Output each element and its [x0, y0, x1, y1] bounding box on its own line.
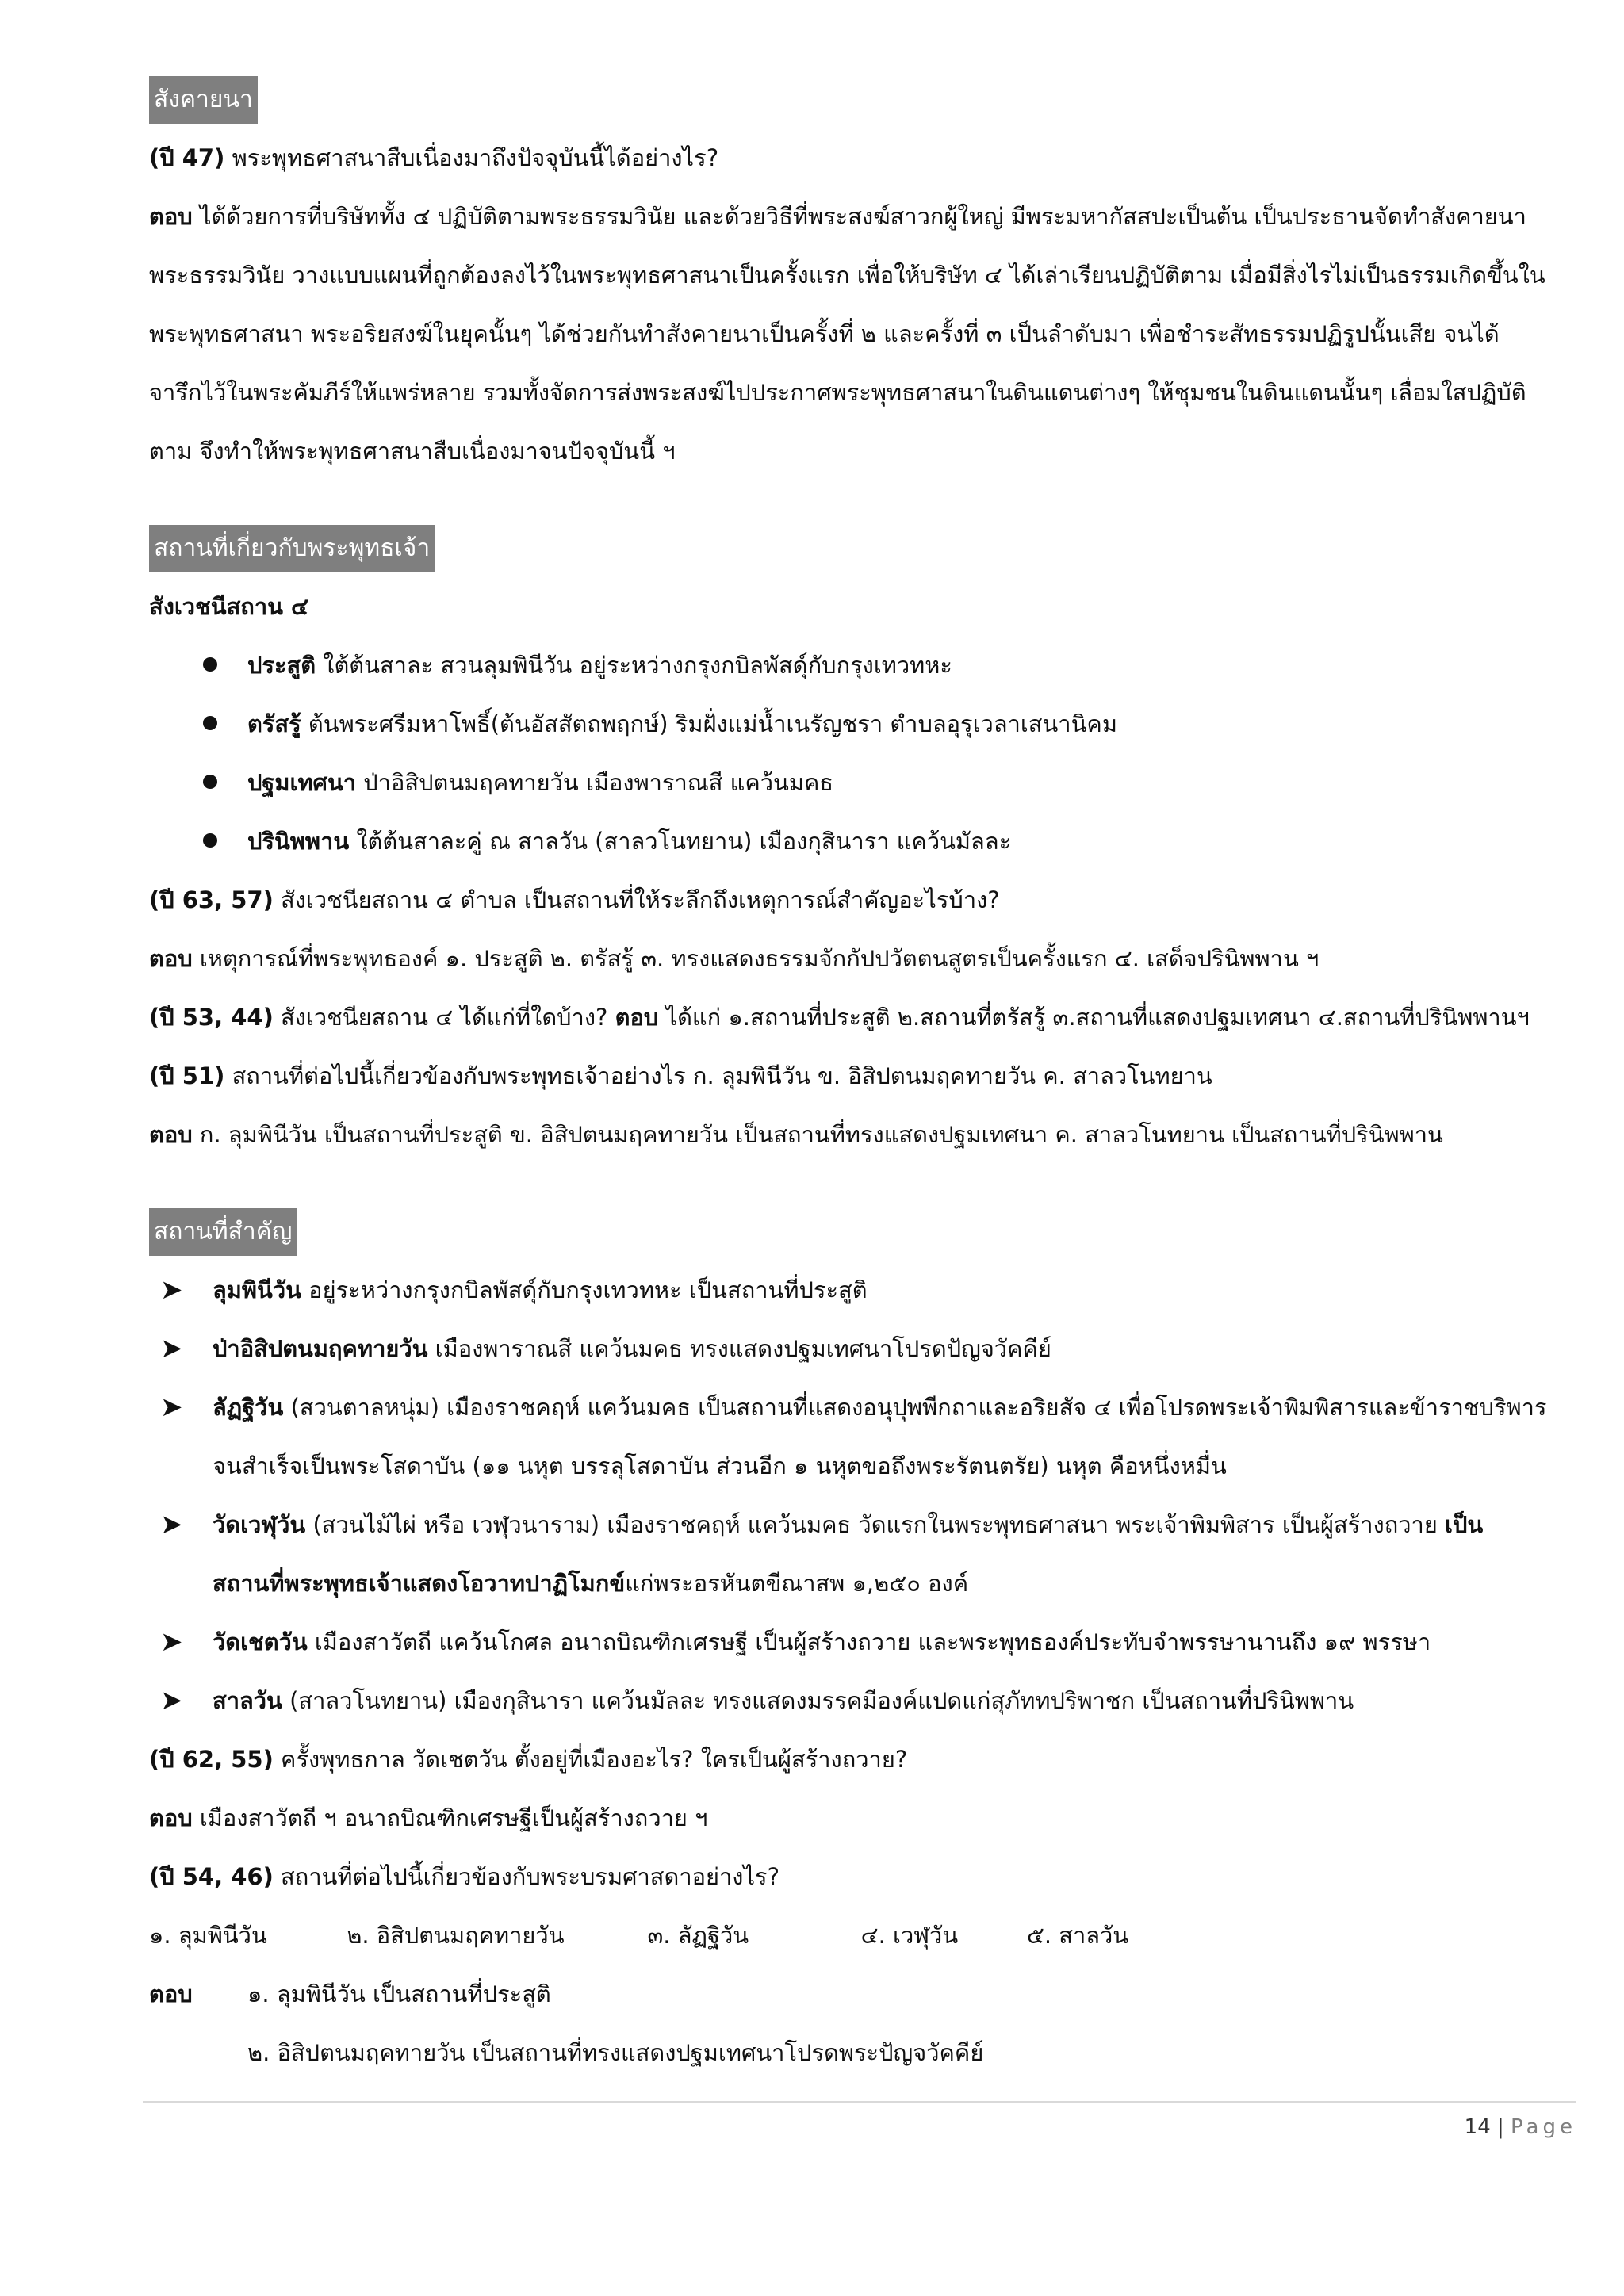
- answer-line: พระธรรมวินัย วางแบบแผนที่ถูกต้องลงไว้ในพระพุทธศาสนาเป็นครั้งแรก เพื่อให้บริษัท ๔ ได้เล่าเรียนปฏิบัติตาม เมื่อมีสิ่งไรไม่เป็นธรรมเกิดขึ้นใน: [149, 262, 1545, 289]
- question: [149, 1730, 1576, 1789]
- answer-tag: ตอบ: [149, 203, 193, 230]
- question: [149, 128, 1576, 187]
- place-name: ป่าอิสิปตนมฤคทายวัน: [213, 1335, 428, 1362]
- question-text: ครั้งพุทธกาล วัดเชตวัน ตั้งอยู่ที่เมืองอะไร? ใครเป็นผู้สร้างถวาย?: [273, 1746, 908, 1773]
- place-text: (สวนตาลหนุ่ม) เมืองราชคฤห์ แคว้นมคธ เป็นสถานที่แสดงอนุปุพพีกถาและอริยสัจ ๔ เพื่อโปรดพระเจ้าพิมพิสารและข้าราชบริพาร: [283, 1394, 1547, 1421]
- question: [149, 1847, 1576, 1906]
- section-heading-buddha-places: สถานที่เกี่ยวกับพระพุทธเจ้า: [149, 525, 435, 572]
- bullet-icon: [203, 657, 217, 672]
- bullet-icon: [203, 716, 217, 730]
- section-heading-important-places: สถานที่สำคัญ: [149, 1208, 297, 1256]
- question-tag: (ปี 62, 55): [149, 1746, 274, 1773]
- answer-line: พระพุทธศาสนา พระอริยสงฆ์ในยุคนั้นๆ ได้ช่วยกันทำสังคายนาเป็นครั้งที่ ๒ และครั้งที่ ๓ เป็นลำดับมา เพื่อชำระสัทธรรมปฏิรูปนั้นเสีย จนได้: [149, 320, 1500, 347]
- arrow-item: [149, 1378, 1576, 1437]
- arrow-bullet-icon: ➤: [160, 1509, 183, 1540]
- answer-line: ๒. อิสิปตนมฤคทายวัน เป็นสถานที่ทรงแสดงปฐมเทศนาโปรดพระปัญจวัคคีย์: [247, 2039, 984, 2066]
- arrow-bullet-icon: ➤: [160, 1333, 183, 1364]
- place-name: ลุมพินีวัน: [213, 1276, 301, 1303]
- page-content: [149, 76, 1576, 2082]
- bullet-term: ปฐมเทศนา: [247, 769, 357, 796]
- bullet-term: ปรินิพพาน: [247, 828, 350, 855]
- place-text: เมืองสาวัตถี แคว้นโกศล อนาถบิณฑิกเศรษฐี เป็นผู้สร้างถวาย และพระพุทธองค์ประทับจำพรรษานานถึง ๑๙ พรรษา: [307, 1628, 1431, 1655]
- question-tag: (ปี 54, 46): [149, 1863, 274, 1890]
- answer-text: ๑. ลุมพินีวัน เป็นสถานที่ประสูติ: [247, 1980, 551, 2007]
- bullet-item: [149, 753, 1576, 812]
- arrow-item: [149, 1495, 1576, 1554]
- bullet-text: ต้นพระศรีมหาโพธิ์(ต้นอัสสัตถพฤกษ์) ริมฝั่งแม่น้ำเนรัญชรา ตำบลอุรุเวลาเสนานิคม: [301, 710, 1117, 737]
- place-name: วัดเวฬุวัน: [213, 1511, 306, 1538]
- bullet-item: [149, 636, 1576, 695]
- place-name: วัดเชตวัน: [213, 1628, 308, 1655]
- answer: [149, 1965, 1576, 2023]
- option: ๑. ลุมพินีวัน: [149, 1922, 267, 1949]
- arrow-bullet-icon: ➤: [160, 1626, 183, 1658]
- answer-text: ได้ด้วยการที่บริษัททั้ง ๔ ปฏิบัติตามพระธรรมวินัย และด้วยวิธีที่พระสงฆ์สาวกผู้ใหญ่ มีพระมหากัสสปะเป็นต้น เป็นประธานจัดทำสังคายนา: [192, 203, 1526, 230]
- option: ๒. อิสิปตนมฤคทายวัน: [347, 1922, 565, 1949]
- place-text-bold: สถานที่พระพุทธเจ้าแสดงโอวาทปาฏิโมกข์: [213, 1570, 626, 1597]
- place-text: เมืองพาราณสี แคว้นมคธ ทรงแสดงปฐมเทศนาโปรดปัญจวัคคีย์: [427, 1335, 1051, 1362]
- bullet-item: [149, 695, 1576, 753]
- answer-tag: ตอบ: [149, 945, 193, 972]
- answer-tag: ตอบ: [149, 1121, 193, 1148]
- bullet-text: ใต้ต้นสาละคู่ ณ สาลวัน (สาลวโนทยาน) เมืองกุสินารา แคว้นมัลละ: [349, 828, 1012, 855]
- arrow-item: [149, 1319, 1576, 1378]
- footer-divider: [143, 2101, 1576, 2103]
- place-name: สาลวัน: [213, 1687, 282, 1714]
- bullet-item: [149, 812, 1576, 871]
- answer-text: ก. ลุมพินีวัน เป็นสถานที่ประสูติ ข. อิสิปตนมฤคทายวัน เป็นสถานที่ทรงแสดงปฐมเทศนา ค. สาลวโนทยาน เป็นสถานที่ปรินิพพาน: [192, 1121, 1443, 1148]
- bullet-term: ประสูติ: [247, 652, 316, 679]
- page-number: 14: [1464, 2115, 1491, 2139]
- arrow-item: [149, 1261, 1576, 1319]
- bullet-icon: [203, 775, 217, 789]
- bullet-text: ใต้ต้นสาละ สวนลุมพินีวัน อยู่ระหว่างกรุงกบิลพัสดุ์กับกรุงเทวทหะ: [316, 652, 952, 679]
- question-text: สังเวชนียสถาน ๔ ตำบล เป็นสถานที่ให้ระลึกถึงเหตุการณ์สำคัญอะไรบ้าง?: [273, 886, 1000, 913]
- place-text: อยู่ระหว่างกรุงกบิลพัสดุ์กับกรุงเทวทหะ เป็นสถานที่ประสูติ: [301, 1276, 868, 1303]
- page-footer: [1465, 2115, 1576, 2139]
- place-text-bold: เป็น: [1445, 1511, 1484, 1538]
- option: ๕. สาลวัน: [1026, 1922, 1129, 1949]
- answer-text: ได้แก่ ๑.สถานที่ประสูติ ๒.สถานที่ตรัสรู้ ๓.สถานที่แสดงปฐมเทศนา ๔.สถานที่ปรินิพพานฯ: [658, 1004, 1530, 1031]
- answer-text: เหตุการณ์ที่พระพุทธองค์ ๑. ประสูติ ๒. ตรัสรู้ ๓. ทรงแสดงธรรมจักกัปปวัตตนสูตรเป็นครั้งแรก ๔. เสด็จปรินิพพาน ฯ: [192, 945, 1320, 972]
- bullet-term: ตรัสรู้: [247, 710, 301, 737]
- bullet-text: ป่าอิสิปตนมฤคทายวัน เมืองพาราณสี แคว้นมคธ: [356, 769, 834, 796]
- question-text: สังเวชนียสถาน ๔ ได้แก่ที่ใดบ้าง?: [273, 1004, 615, 1031]
- answer-tag: ตอบ: [149, 1804, 193, 1831]
- question-text: สถานที่ต่อไปนี้เกี่ยวข้องกับพระพุทธเจ้าอย่างไร ก. ลุมพินีวัน ข. อิสิปตนมฤคทายวัน ค. สาลวโนทยาน: [224, 1062, 1212, 1089]
- options-row: [149, 1906, 1576, 1965]
- question-tag: (ปี 63, 57): [149, 886, 274, 913]
- answer-text: เมืองสาวัตถี ฯ อนาถบิณฑิกเศรษฐีเป็นผู้สร้างถวาย ฯ: [192, 1804, 708, 1831]
- answer-line: จารึกไว้ในพระคัมภีร์ให้แพร่หลาย รวมทั้งจัดการส่งพระสงฆ์ไปประกาศพระพุทธศาสนาในดินแดนต่างๆ ให้ชุมชนในดินแดนนั้นๆ เลื่อมใสปฏิบัติ: [149, 379, 1526, 406]
- question: [149, 871, 1576, 929]
- page-label: Page: [1511, 2115, 1576, 2139]
- place-text-continued: จนสำเร็จเป็นพระโสดาบัน (๑๑ นหุต บรรลุโสดาบัน ส่วนอีก ๑ นหุตขอถึงพระรัตนตรัย) นหุต คือหนึ่งหมื่น: [213, 1452, 1227, 1479]
- place-text: แก่พระอรหันตขีณาสพ ๑,๒๕๐ องค์: [625, 1570, 969, 1597]
- option: ๓. ลัฏฐิวัน: [647, 1922, 749, 1949]
- arrow-item: [149, 1671, 1576, 1730]
- question-tag: (ปี 53, 44): [149, 1004, 274, 1031]
- arrow-bullet-icon: ➤: [160, 1274, 183, 1306]
- section-heading-sangkayana: สังคายนา: [149, 76, 258, 124]
- place-text: (สาลวโนทยาน) เมืองกุสินารา แคว้นมัลละ ทรงแสดงมรรคมีองค์แปดแก่สุภัททปริพาชก เป็นสถานที่ปรินิพพาน: [282, 1687, 1354, 1714]
- spacer: [149, 1164, 1576, 1208]
- place-text-continued: [149, 1554, 1576, 1613]
- answer: [149, 929, 1576, 988]
- question: [149, 988, 1576, 1047]
- question-text: พระพุทธศาสนาสืบเนื่องมาถึงปัจจุบันนี้ได้อย่างไร?: [224, 144, 719, 171]
- question-tag: (ปี 51): [149, 1062, 225, 1089]
- answer: [149, 1789, 1576, 1847]
- question-text: สถานที่ต่อไปนี้เกี่ยวข้องกับพระบรมศาสดาอย่างไร?: [273, 1863, 780, 1890]
- subheading: สังเวชนีสถาน ๔: [149, 593, 308, 620]
- answer-tag: ตอบ: [615, 1004, 659, 1031]
- question: [149, 1047, 1576, 1105]
- answer: [149, 1105, 1576, 1164]
- place-text: (สวนไม้ไผ่ หรือ เวฬุวนาราม) เมืองราชคฤห์ แคว้นมคธ วัดแรกในพระพุทธศาสนา พระเจ้าพิมพิสาร เป็นผู้สร้างถวาย: [305, 1511, 1446, 1538]
- answer-line: ตาม จึงทำให้พระพุทธศาสนาสืบเนื่องมาจนปัจจุบันนี้ ฯ: [149, 438, 676, 465]
- footer-separator: |: [1490, 2115, 1511, 2139]
- arrow-bullet-icon: ➤: [160, 1685, 183, 1716]
- bullet-icon: [203, 833, 217, 848]
- answer: [149, 187, 1576, 246]
- question-tag: (ปี 47): [149, 144, 225, 171]
- arrow-bullet-icon: ➤: [160, 1391, 183, 1423]
- spacer: [149, 480, 1576, 525]
- answer-tag: ตอบ: [149, 1980, 193, 2007]
- place-name: ลัฏฐิวัน: [213, 1394, 284, 1421]
- arrow-item: [149, 1613, 1576, 1671]
- option: ๔. เวฬุวัน: [860, 1922, 959, 1949]
